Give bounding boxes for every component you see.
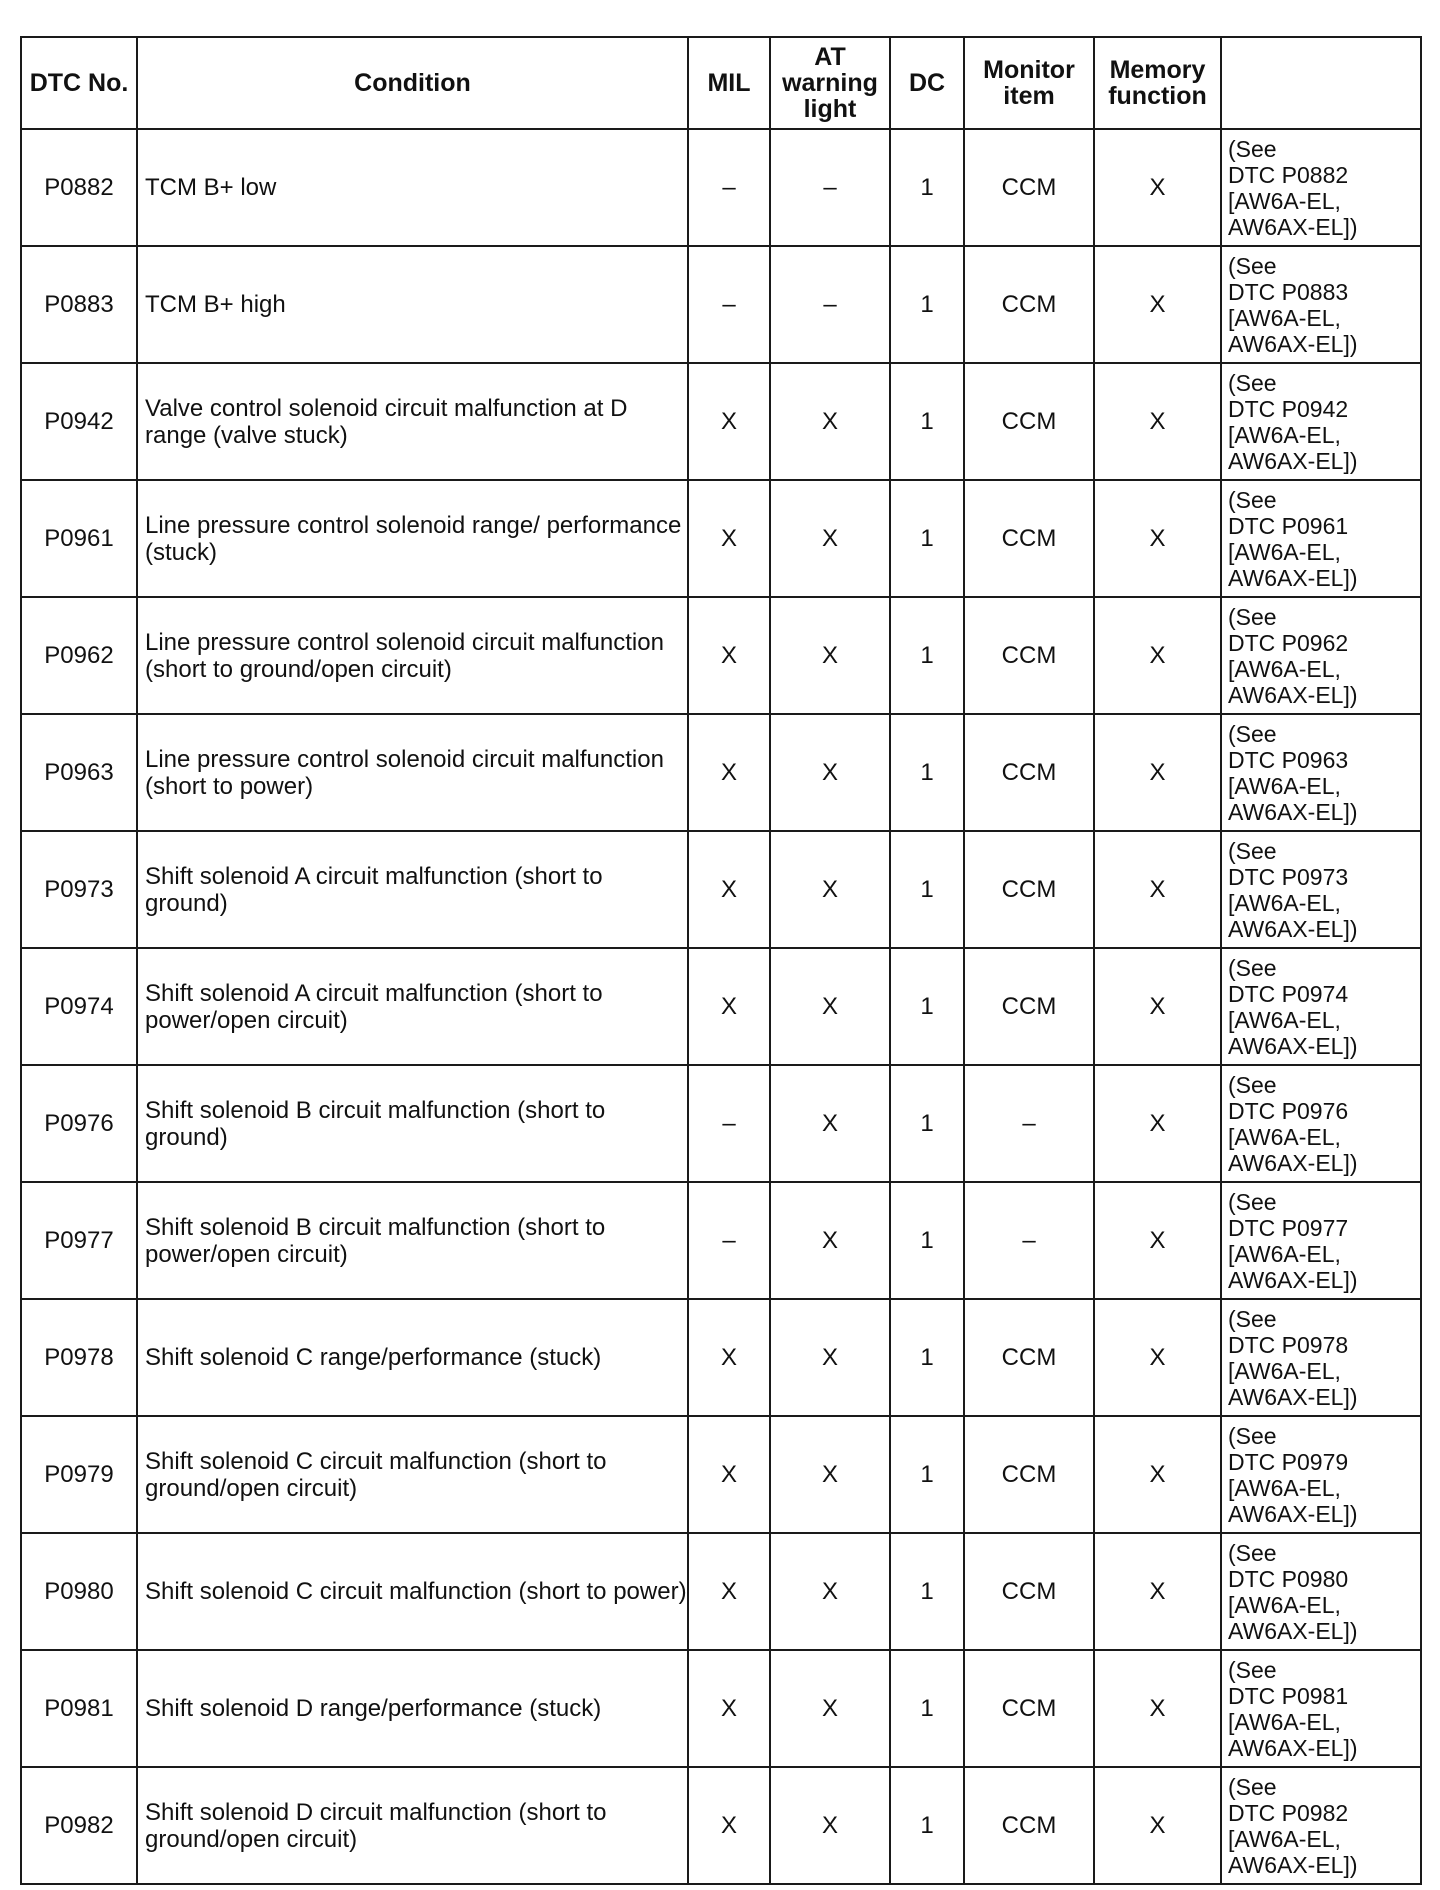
at-warning-light-cell: –: [770, 246, 890, 363]
condition-cell: TCM B+ high: [137, 246, 688, 363]
dc-cell: 1: [890, 1767, 964, 1884]
condition-cell: Line pressure control solenoid circuit malfunction (short to power): [137, 714, 688, 831]
dtc-code-cell: P0978: [21, 1299, 137, 1416]
reference-line: AW6AX-EL]): [1228, 1383, 1358, 1410]
table-row: [21, 363, 1421, 480]
mil-cell: X: [688, 597, 770, 714]
monitor-item-cell: CCM: [964, 246, 1094, 363]
condition-cell: Shift solenoid D circuit malfunction (short to ground/open circuit): [137, 1767, 688, 1884]
reference-line: (See: [1228, 603, 1277, 630]
reference-line: AW6AX-EL]): [1228, 915, 1358, 942]
monitor-item-cell: CCM: [964, 363, 1094, 480]
mil-cell: X: [688, 831, 770, 948]
reference-line: AW6AX-EL]): [1228, 1149, 1358, 1176]
at-warning-light-cell: X: [770, 480, 890, 597]
at-warning-light-cell: X: [770, 831, 890, 948]
at-warning-light-cell: X: [770, 1533, 890, 1650]
mil-cell: –: [688, 129, 770, 246]
header-mil: MIL: [688, 37, 770, 129]
table-row: [21, 1533, 1421, 1650]
reference-line: AW6AX-EL]): [1228, 798, 1358, 825]
reference-line: (See: [1228, 1656, 1277, 1683]
reference-cell: [1221, 363, 1421, 480]
reference-line: AW6AX-EL]): [1228, 213, 1358, 240]
dtc-code-cell: P0976: [21, 1065, 137, 1182]
mil-cell: X: [688, 714, 770, 831]
dc-cell: 1: [890, 1650, 964, 1767]
reference-line: [AW6A-EL,: [1228, 1240, 1341, 1267]
mil-cell: X: [688, 1416, 770, 1533]
dtc-code-cell: P0979: [21, 1416, 137, 1533]
dc-cell: 1: [890, 363, 964, 480]
table-row: [21, 1416, 1421, 1533]
mil-cell: X: [688, 1533, 770, 1650]
dtc-code-cell: P0982: [21, 1767, 137, 1884]
reference-line: (See: [1228, 1422, 1277, 1449]
mil-cell: X: [688, 948, 770, 1065]
dtc-code-cell: P0981: [21, 1650, 137, 1767]
reference-line: [AW6A-EL,: [1228, 1123, 1341, 1150]
reference-line: (See: [1228, 837, 1277, 864]
table-row: [21, 714, 1421, 831]
header-dc: DC: [890, 37, 964, 129]
monitor-item-cell: CCM: [964, 129, 1094, 246]
dc-cell: 1: [890, 129, 964, 246]
memory-function-cell: X: [1094, 129, 1221, 246]
at-warning-light-cell: X: [770, 1767, 890, 1884]
table-header: [21, 37, 1421, 129]
dtc-code-cell: P0942: [21, 363, 137, 480]
reference-line: [AW6A-EL,: [1228, 1474, 1341, 1501]
monitor-item-cell: –: [964, 1182, 1094, 1299]
dc-cell: 1: [890, 1299, 964, 1416]
reference-line: DTC P0979: [1228, 1448, 1349, 1475]
at-warning-light-cell: X: [770, 1182, 890, 1299]
mil-cell: X: [688, 1299, 770, 1416]
dtc-code-cell: P0882: [21, 129, 137, 246]
memory-function-cell: X: [1094, 246, 1221, 363]
dtc-code-cell: P0963: [21, 714, 137, 831]
reference-cell: [1221, 714, 1421, 831]
monitor-item-cell: CCM: [964, 714, 1094, 831]
reference-line: AW6AX-EL]): [1228, 1032, 1358, 1059]
condition-cell: Shift solenoid C circuit malfunction (short to ground/open circuit): [137, 1416, 688, 1533]
table-row: [21, 1182, 1421, 1299]
reference-cell: [1221, 1767, 1421, 1884]
reference-line: [AW6A-EL,: [1228, 889, 1341, 916]
reference-line: AW6AX-EL]): [1228, 330, 1358, 357]
memory-function-cell: X: [1094, 480, 1221, 597]
header-condition: Condition: [137, 37, 688, 129]
monitor-item-cell: CCM: [964, 1767, 1094, 1884]
reference-line: DTC P0963: [1228, 746, 1349, 773]
table-row: [21, 1650, 1421, 1767]
header-reference: [1221, 37, 1421, 129]
reference-line: AW6AX-EL]): [1228, 681, 1358, 708]
at-warning-light-cell: –: [770, 129, 890, 246]
header-memory-function: Memory function: [1094, 37, 1221, 129]
mil-cell: X: [688, 363, 770, 480]
monitor-item-cell: CCM: [964, 948, 1094, 1065]
table-row: [21, 246, 1421, 363]
reference-line: [AW6A-EL,: [1228, 1591, 1341, 1618]
reference-line: [AW6A-EL,: [1228, 1006, 1341, 1033]
reference-line: [AW6A-EL,: [1228, 772, 1341, 799]
dtc-code-cell: P0962: [21, 597, 137, 714]
reference-cell: [1221, 948, 1421, 1065]
table-row: [21, 948, 1421, 1065]
condition-cell: Shift solenoid A circuit malfunction (short to power/open circuit): [137, 948, 688, 1065]
dtc-table-page: [20, 36, 1420, 1885]
monitor-item-cell: CCM: [964, 831, 1094, 948]
reference-cell: [1221, 1065, 1421, 1182]
memory-function-cell: X: [1094, 363, 1221, 480]
reference-line: (See: [1228, 1188, 1277, 1215]
at-warning-light-cell: X: [770, 363, 890, 480]
reference-line: AW6AX-EL]): [1228, 1617, 1358, 1644]
reference-cell: [1221, 1182, 1421, 1299]
reference-line: AW6AX-EL]): [1228, 1734, 1358, 1761]
reference-line: DTC P0882: [1228, 161, 1349, 188]
reference-line: (See: [1228, 954, 1277, 981]
at-warning-light-cell: X: [770, 1650, 890, 1767]
reference-cell: [1221, 597, 1421, 714]
mil-cell: X: [688, 480, 770, 597]
table-row: [21, 1767, 1421, 1884]
reference-cell: [1221, 246, 1421, 363]
memory-function-cell: X: [1094, 1299, 1221, 1416]
dtc-code-cell: P0973: [21, 831, 137, 948]
reference-line: [AW6A-EL,: [1228, 538, 1341, 565]
reference-line: (See: [1228, 486, 1277, 513]
table-body: [21, 129, 1421, 1884]
memory-function-cell: X: [1094, 948, 1221, 1065]
table-row: [21, 1065, 1421, 1182]
condition-cell: Shift solenoid C circuit malfunction (short to power): [137, 1533, 688, 1650]
at-warning-light-cell: X: [770, 714, 890, 831]
table-row: [21, 129, 1421, 246]
condition-cell: Shift solenoid C range/performance (stuck): [137, 1299, 688, 1416]
reference-line: [AW6A-EL,: [1228, 304, 1341, 331]
at-warning-light-cell: X: [770, 1299, 890, 1416]
reference-line: DTC P0942: [1228, 395, 1349, 422]
dc-cell: 1: [890, 1182, 964, 1299]
reference-line: (See: [1228, 720, 1277, 747]
dc-cell: 1: [890, 1065, 964, 1182]
memory-function-cell: X: [1094, 1065, 1221, 1182]
condition-cell: Shift solenoid B circuit malfunction (short to ground): [137, 1065, 688, 1182]
reference-line: DTC P0973: [1228, 863, 1349, 890]
reference-line: DTC P0961: [1228, 512, 1349, 539]
reference-line: AW6AX-EL]): [1228, 447, 1358, 474]
dtc-code-cell: P0977: [21, 1182, 137, 1299]
condition-cell: Shift solenoid B circuit malfunction (short to power/open circuit): [137, 1182, 688, 1299]
dtc-table: [20, 36, 1422, 1885]
reference-line: DTC P0974: [1228, 980, 1349, 1007]
reference-line: (See: [1228, 135, 1277, 162]
monitor-item-cell: CCM: [964, 480, 1094, 597]
reference-line: DTC P0977: [1228, 1214, 1349, 1241]
reference-line: AW6AX-EL]): [1228, 1500, 1358, 1527]
at-warning-light-cell: X: [770, 948, 890, 1065]
monitor-item-cell: CCM: [964, 1533, 1094, 1650]
reference-line: DTC P0981: [1228, 1682, 1349, 1709]
table-row: [21, 597, 1421, 714]
reference-line: (See: [1228, 252, 1277, 279]
table-row: [21, 831, 1421, 948]
condition-cell: Valve control solenoid circuit malfunction at D range (valve stuck): [137, 363, 688, 480]
monitor-item-cell: –: [964, 1065, 1094, 1182]
dc-cell: 1: [890, 246, 964, 363]
monitor-item-cell: CCM: [964, 1416, 1094, 1533]
dc-cell: 1: [890, 480, 964, 597]
reference-line: DTC P0962: [1228, 629, 1349, 656]
reference-line: AW6AX-EL]): [1228, 1851, 1358, 1878]
header-dtc-no: DTC No.: [21, 37, 137, 129]
memory-function-cell: X: [1094, 1533, 1221, 1650]
reference-cell: [1221, 1533, 1421, 1650]
reference-cell: [1221, 1650, 1421, 1767]
header-at-warning-light: AT warning light: [770, 37, 890, 129]
memory-function-cell: X: [1094, 1650, 1221, 1767]
dc-cell: 1: [890, 831, 964, 948]
reference-cell: [1221, 1416, 1421, 1533]
reference-cell: [1221, 129, 1421, 246]
reference-cell: [1221, 1299, 1421, 1416]
reference-line: DTC P0978: [1228, 1331, 1349, 1358]
monitor-item-cell: CCM: [964, 1299, 1094, 1416]
reference-line: [AW6A-EL,: [1228, 1825, 1341, 1852]
dtc-code-cell: P0974: [21, 948, 137, 1065]
memory-function-cell: X: [1094, 831, 1221, 948]
monitor-item-cell: CCM: [964, 1650, 1094, 1767]
reference-line: [AW6A-EL,: [1228, 1357, 1341, 1384]
memory-function-cell: X: [1094, 597, 1221, 714]
dc-cell: 1: [890, 1416, 964, 1533]
reference-line: (See: [1228, 1305, 1277, 1332]
condition-cell: Line pressure control solenoid range/ performance (stuck): [137, 480, 688, 597]
reference-line: DTC P0976: [1228, 1097, 1349, 1124]
reference-line: (See: [1228, 1071, 1277, 1098]
dc-cell: 1: [890, 597, 964, 714]
mil-cell: X: [688, 1650, 770, 1767]
condition-cell: TCM B+ low: [137, 129, 688, 246]
table-row: [21, 1299, 1421, 1416]
reference-line: AW6AX-EL]): [1228, 1266, 1358, 1293]
reference-line: AW6AX-EL]): [1228, 564, 1358, 591]
reference-line: (See: [1228, 1773, 1277, 1800]
dtc-code-cell: P0883: [21, 246, 137, 363]
header-row: [21, 37, 1421, 129]
reference-line: [AW6A-EL,: [1228, 421, 1341, 448]
header-monitor-item: Monitor item: [964, 37, 1094, 129]
memory-function-cell: X: [1094, 714, 1221, 831]
mil-cell: –: [688, 246, 770, 363]
mil-cell: –: [688, 1065, 770, 1182]
memory-function-cell: X: [1094, 1767, 1221, 1884]
condition-cell: Line pressure control solenoid circuit malfunction (short to ground/open circuit): [137, 597, 688, 714]
at-warning-light-cell: X: [770, 597, 890, 714]
condition-cell: Shift solenoid A circuit malfunction (short to ground): [137, 831, 688, 948]
memory-function-cell: X: [1094, 1182, 1221, 1299]
condition-cell: Shift solenoid D range/performance (stuck): [137, 1650, 688, 1767]
mil-cell: –: [688, 1182, 770, 1299]
table-row: [21, 480, 1421, 597]
dtc-code-cell: P0961: [21, 480, 137, 597]
memory-function-cell: X: [1094, 1416, 1221, 1533]
dc-cell: 1: [890, 948, 964, 1065]
reference-line: (See: [1228, 369, 1277, 396]
monitor-item-cell: CCM: [964, 597, 1094, 714]
reference-line: DTC P0982: [1228, 1799, 1349, 1826]
at-warning-light-cell: X: [770, 1416, 890, 1533]
reference-line: [AW6A-EL,: [1228, 655, 1341, 682]
reference-cell: [1221, 831, 1421, 948]
reference-line: [AW6A-EL,: [1228, 187, 1341, 214]
dc-cell: 1: [890, 1533, 964, 1650]
mil-cell: X: [688, 1767, 770, 1884]
at-warning-light-cell: X: [770, 1065, 890, 1182]
reference-line: DTC P0980: [1228, 1565, 1349, 1592]
dtc-code-cell: P0980: [21, 1533, 137, 1650]
dc-cell: 1: [890, 714, 964, 831]
reference-cell: [1221, 480, 1421, 597]
reference-line: (See: [1228, 1539, 1277, 1566]
reference-line: [AW6A-EL,: [1228, 1708, 1341, 1735]
reference-line: DTC P0883: [1228, 278, 1349, 305]
